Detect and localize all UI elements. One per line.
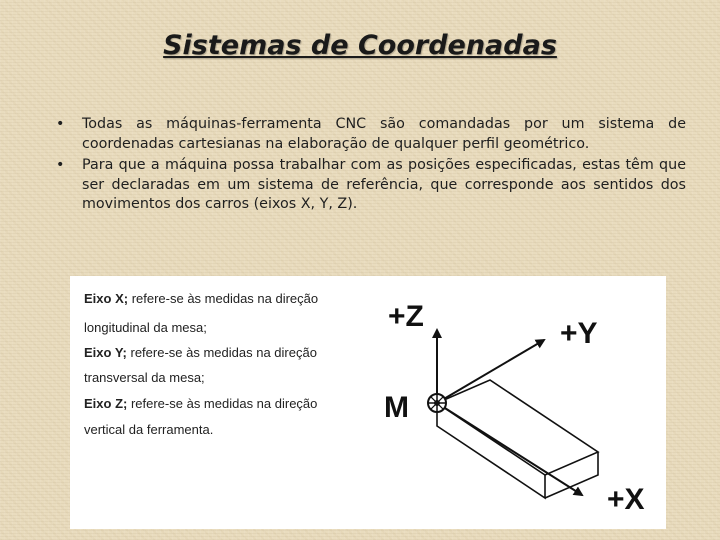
bullet-text: Para que a máquina possa trabalhar com as posições especificadas, estas têm que ser declaradas em um sistema de referência, que corresponde aos sentidos dos movimentos dos carros (eixos X, Y, Z).	[82, 157, 686, 212]
bullet-dot: •	[56, 116, 65, 132]
y-axis-label: +Y	[560, 317, 598, 350]
bullet-text: Todas as máquinas-ferramenta CNC são comandadas por um sistema de coordenadas cartesianas na elaboração de qualquer perfil geométrico.	[82, 116, 686, 152]
figure-axis-label: Eixo Z;	[84, 396, 128, 411]
origin-label: M	[384, 391, 409, 424]
bullet-item	[56, 115, 686, 154]
workpiece-block	[437, 380, 598, 498]
slide-title: Sistemas de Coordenadas	[163, 30, 557, 61]
figure-line-text: vertical da ferramenta.	[84, 422, 214, 437]
axes-diagram	[70, 276, 666, 529]
coordinate-system-figure	[70, 276, 666, 529]
figure-line-text: transversal da mesa;	[84, 370, 205, 385]
figure-axis-label: Eixo X;	[84, 291, 129, 306]
figure-line-text: refere-se às medidas na direção	[127, 396, 318, 411]
bullet-item	[56, 156, 686, 215]
figure-line-text: longitudinal da mesa;	[84, 320, 207, 335]
figure-axis-label: Eixo Y;	[84, 345, 127, 360]
bullet-list	[56, 115, 686, 217]
figure-line-text: refere-se às medidas na direção	[128, 291, 319, 306]
bullet-dot: •	[56, 157, 65, 173]
figure-line-text: refere-se às medidas na direção	[126, 345, 317, 360]
machine-zero-icon	[428, 394, 446, 412]
x-axis-label: +X	[607, 483, 645, 516]
z-axis-label: +Z	[388, 300, 424, 333]
